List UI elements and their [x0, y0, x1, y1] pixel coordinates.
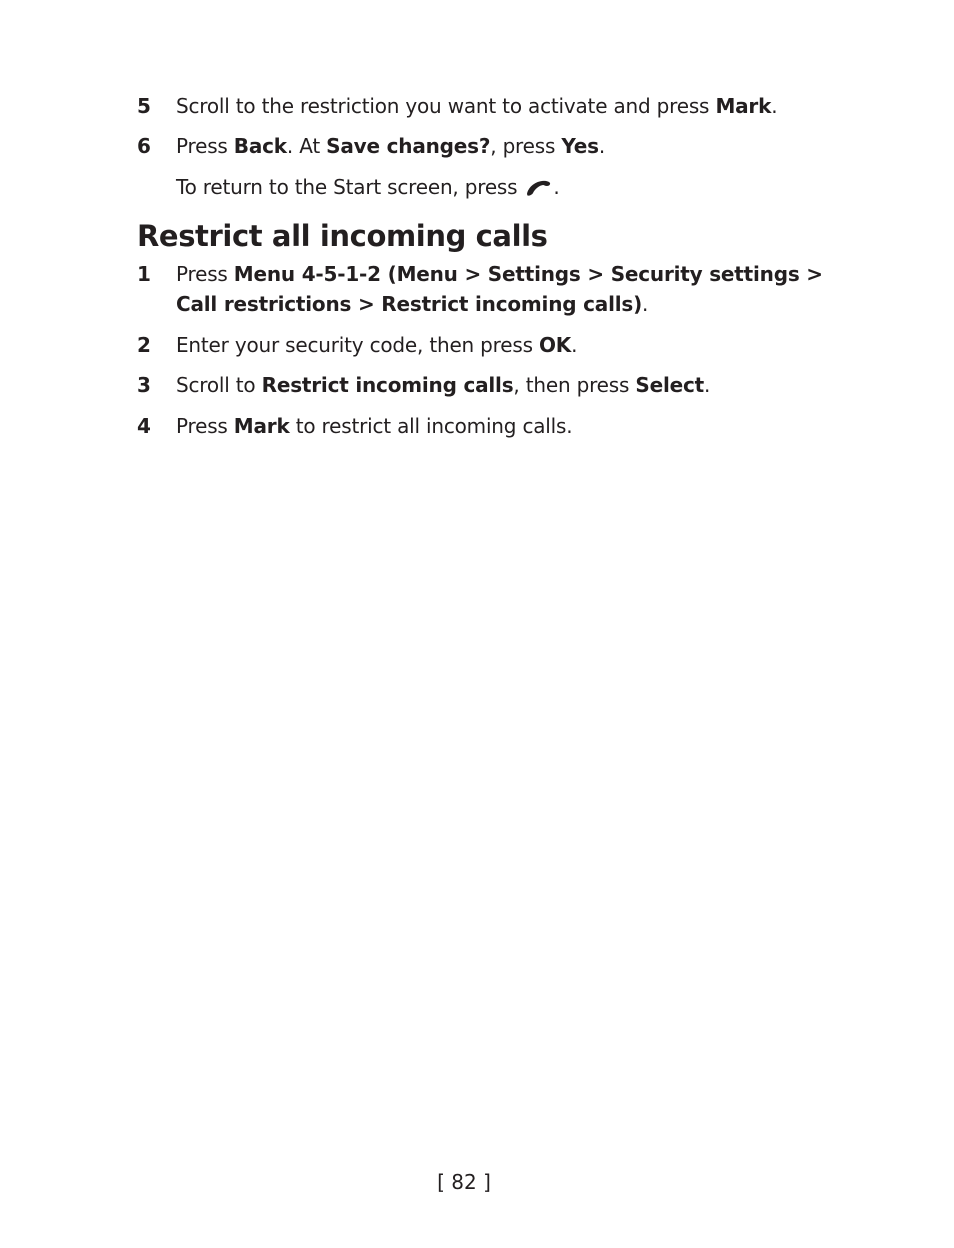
step-number: 4 — [137, 414, 151, 438]
step-number: 1 — [137, 262, 151, 286]
step-text-part: . — [642, 292, 649, 316]
step-text — [176, 131, 827, 161]
step-text-part: . — [598, 134, 606, 158]
step-1 — [137, 259, 827, 319]
end-call-key-icon — [523, 175, 553, 195]
step-number: 2 — [137, 333, 151, 357]
step-text — [176, 330, 827, 360]
step-number: 3 — [137, 373, 151, 397]
return-note — [176, 172, 560, 202]
step-text-part: . — [571, 333, 578, 357]
step-text — [176, 411, 827, 441]
step-text-bold: OK — [538, 333, 572, 357]
page-number: [ 82 ] — [437, 1170, 491, 1194]
step-text-part: Press — [176, 134, 234, 158]
step-text-bold: Menu 4-5-1-2 (Menu > Settings > Security settings > Call restrictions > Restrict incoming calls) — [176, 262, 823, 316]
step-text-part: Enter your security code, then press — [176, 333, 539, 357]
return-note-text: To return to the Start screen, press — [176, 175, 518, 199]
step-text-bold: Mark — [233, 414, 290, 438]
step-number: 5 — [137, 94, 151, 118]
step-text-part: . At — [286, 134, 327, 158]
step-text-bold: Mark — [715, 94, 772, 118]
step-text-bold: Yes — [561, 134, 599, 158]
step-text-part: Scroll to the restriction you want to activate and press — [176, 94, 716, 118]
step-text-part: . — [771, 94, 778, 118]
step-6 — [137, 131, 827, 161]
step-4 — [137, 411, 827, 441]
step-text-bold: Select — [635, 373, 704, 397]
step-text-part: , then press — [513, 373, 636, 397]
step-5 — [137, 91, 827, 121]
step-text-part: Press — [176, 262, 234, 286]
step-text-part: , press — [490, 134, 562, 158]
step-text-part: to restrict all incoming calls. — [289, 414, 573, 438]
step-3 — [137, 370, 827, 400]
step-text — [176, 91, 827, 121]
step-text-bold: Back — [233, 134, 287, 158]
step-text-part: Scroll to — [176, 373, 262, 397]
step-text-part: . — [703, 373, 711, 397]
step-text-bold: Save changes? — [326, 134, 491, 158]
step-text-bold: Restrict incoming calls — [261, 373, 514, 397]
step-text-part: Press — [176, 414, 234, 438]
return-note-period: . — [553, 175, 560, 199]
step-2 — [137, 330, 827, 360]
step-text — [176, 259, 827, 319]
step-text — [176, 370, 827, 400]
step-number: 6 — [137, 134, 151, 158]
section-heading: Restrict all incoming calls — [137, 219, 548, 253]
